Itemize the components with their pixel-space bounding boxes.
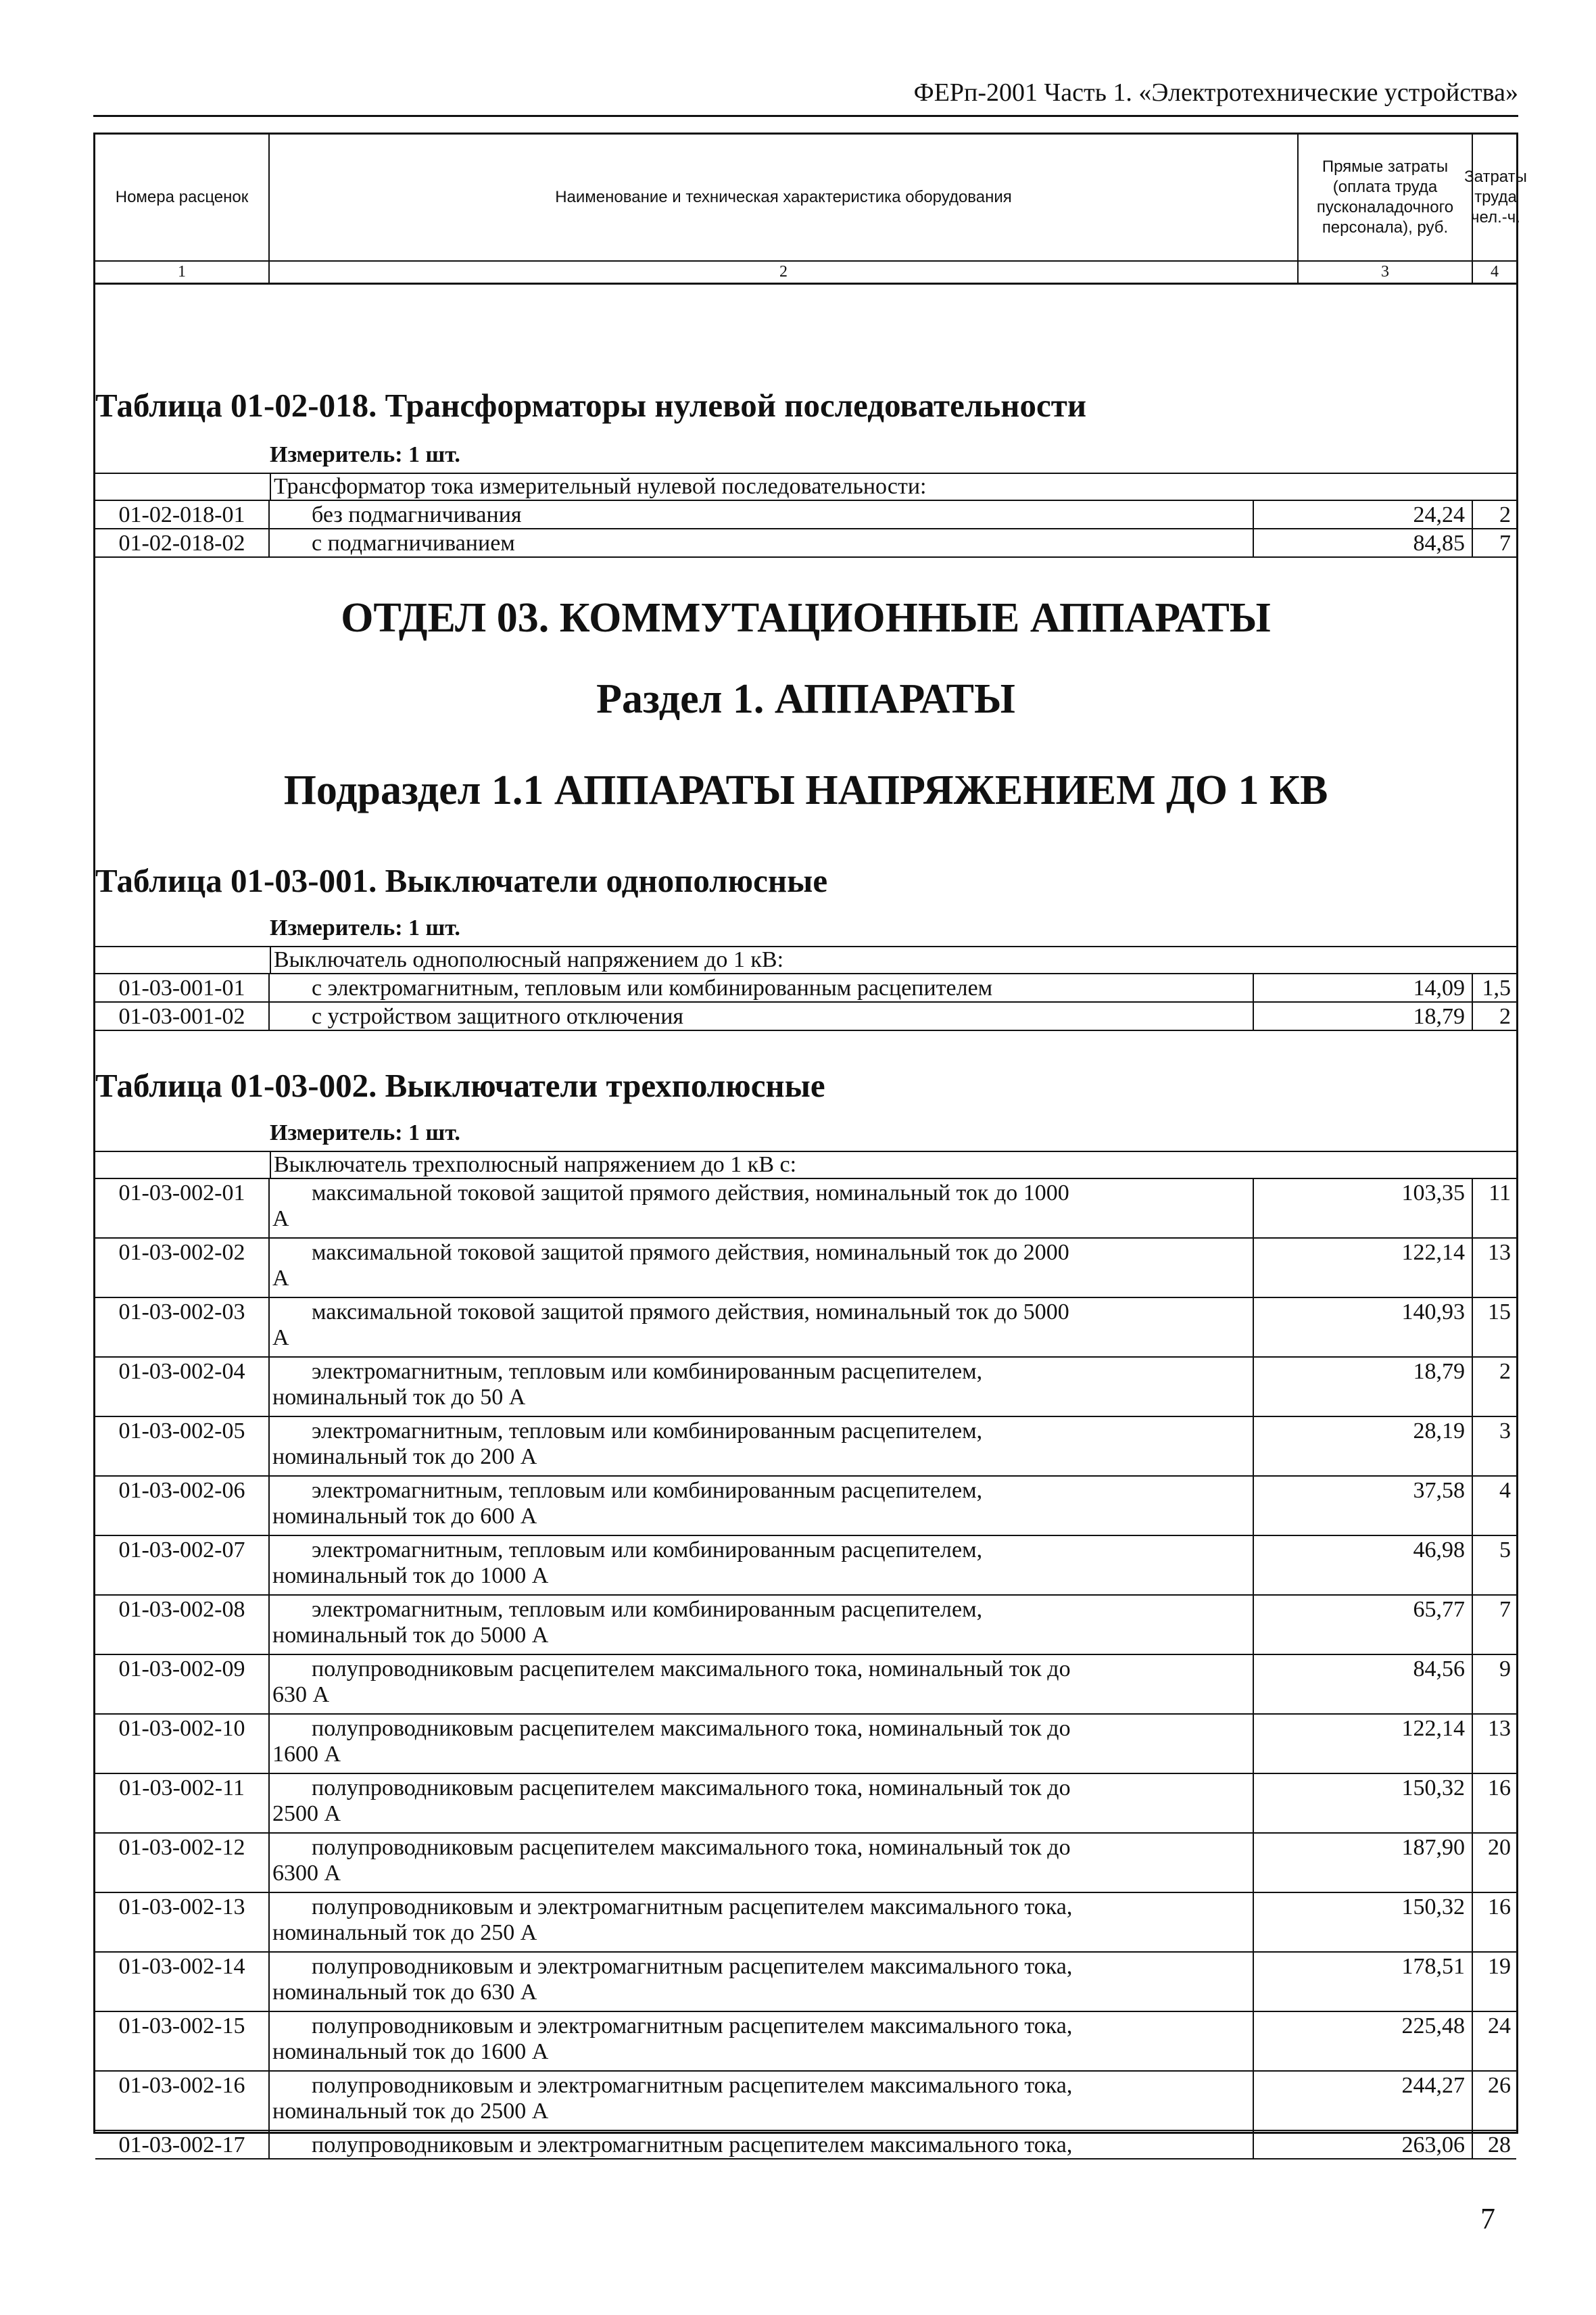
rate-name-line2: номинальный ток до 1600 А: [272, 2039, 549, 2064]
rate-name-line1: полупроводниковым и электромагнитным расцепителем максимального тока,: [312, 2132, 1073, 2157]
table-title-01-03-002: Таблица 01-03-002. Выключатели трехполюсные: [95, 1067, 825, 1104]
table-row: [95, 2072, 1516, 2131]
rate-code: 01-03-002-12: [95, 1834, 270, 1892]
table-row: [95, 1003, 1516, 1031]
rate-cost: 18,79: [1254, 1358, 1473, 1416]
table-row: [95, 2131, 1516, 2159]
table-row: [95, 1358, 1516, 1417]
col-number-2: 2: [270, 260, 1299, 283]
rate-code: 01-03-002-16: [95, 2072, 270, 2130]
rate-cost: 150,32: [1254, 1893, 1473, 1951]
rate-code: 01-03-002-10: [95, 1715, 270, 1773]
rate-name-line1: электромагнитным, тепловым или комбинированным расцепителем,: [312, 1418, 983, 1443]
rate-cost: 84,56: [1254, 1655, 1473, 1713]
rate-labor: 2: [1499, 1004, 1511, 1029]
rate-name-line2: 1600 А: [272, 1742, 341, 1767]
rate-labor: 2: [1499, 502, 1511, 527]
rate-labor: 4: [1499, 1478, 1511, 1503]
rate-labor: 13: [1488, 1716, 1511, 1741]
rate-labor: 16: [1488, 1894, 1511, 1919]
group-label-row: [95, 947, 1516, 974]
rate-cost: 103,35: [1254, 1179, 1473, 1237]
group-label: Выключатель однополюсный напряжением до 1 кВ:: [270, 947, 1516, 973]
table-row: [95, 529, 1516, 558]
rate-labor: 15: [1488, 1299, 1511, 1324]
rate-code: 01-02-018-01: [95, 501, 270, 528]
col-header-codes: Номера расценок: [95, 135, 270, 260]
rate-labor: 16: [1488, 1775, 1511, 1800]
table-title-01-02-018: Таблица 01-02-018. Трансформаторы нулевой последовательности: [95, 387, 1087, 424]
group-label-row: [95, 1152, 1516, 1179]
rate-cost: 140,93: [1254, 1298, 1473, 1356]
rate-code: 01-03-002-07: [95, 1536, 270, 1594]
table-row: [95, 1834, 1516, 1893]
rate-code: 01-03-002-05: [95, 1417, 270, 1475]
rate-labor: 20: [1488, 1835, 1511, 1860]
rate-name-line1: максимальной токовой защитой прямого действия, номинальный ток до 5000: [312, 1299, 1069, 1324]
table-row: [95, 1774, 1516, 1834]
table-row: [95, 1953, 1516, 2012]
table-01-03-002-body: [95, 1151, 1516, 2159]
rate-name-line2: А: [272, 1325, 289, 1350]
table-row: [95, 1298, 1516, 1358]
running-header: ФЕРп-2001 Часть 1. «Электротехнические устройства»: [93, 76, 1518, 117]
group-label: Трансформатор тока измерительный нулевой последовательности:: [270, 474, 1516, 500]
rate-code: 01-03-002-09: [95, 1655, 270, 1713]
table-01-03-001-body: [95, 946, 1516, 1031]
rate-code: 01-03-002-13: [95, 1893, 270, 1951]
col-header-direct-costs: Прямые затраты (оплата труда пусконаладочного персонала), руб.: [1299, 135, 1473, 260]
rates-table-frame: [93, 133, 1527, 2157]
rate-name: с электромагнитным, тепловым или комбинированным расцепителем: [312, 976, 993, 1001]
rate-name-line2: номинальный ток до 630 А: [272, 1980, 537, 2005]
rate-labor: 24: [1488, 2013, 1511, 2038]
rate-cost: 122,14: [1254, 1239, 1473, 1297]
rate-code: 01-03-001-02: [95, 1003, 270, 1030]
table-row: [95, 1536, 1516, 1596]
rate-code: 01-03-002-15: [95, 2012, 270, 2070]
rate-name-line1: максимальной токовой защитой прямого действия, номинальный ток до 1000: [312, 1180, 1069, 1206]
rate-code: 01-03-002-04: [95, 1358, 270, 1416]
rate-name-line1: электромагнитным, тепловым или комбинированным расцепителем,: [312, 1359, 983, 1384]
rate-cost: 150,32: [1254, 1774, 1473, 1832]
rate-name-line2: номинальный ток до 2500 А: [272, 2099, 549, 2124]
col-header-name: Наименование и техническая характеристика оборудования: [270, 135, 1299, 260]
measure-unit: Измеритель: 1 шт.: [270, 1120, 460, 1145]
rate-name-line2: 6300 А: [272, 1861, 341, 1886]
rate-labor: 26: [1488, 2073, 1511, 2098]
rate-code: 01-03-002-02: [95, 1239, 270, 1297]
rate-name-line1: полупроводниковым расцепителем максимального тока, номинальный ток до: [312, 1716, 1071, 1741]
subsection-heading: Подраздел 1.1 АППАРАТЫ НАПРЯЖЕНИЕМ ДО 1 КВ: [283, 767, 1328, 813]
rate-name-line1: полупроводниковым расцепителем максимального тока, номинальный ток до: [312, 1656, 1071, 1681]
rate-name-line1: полупроводниковым и электромагнитным расцепителем максимального тока,: [312, 2073, 1073, 2098]
table-row: [95, 974, 1516, 1003]
rate-cost: 28,19: [1254, 1417, 1473, 1475]
rate-cost: 14,09: [1254, 974, 1473, 1001]
rate-name-line2: номинальный ток до 5000 А: [272, 1623, 549, 1648]
rate-labor: 11: [1489, 1180, 1511, 1206]
col-header-labor: Затраты труда чел.-ч.: [1464, 168, 1527, 226]
rate-name-line2: номинальный ток до 50 А: [272, 1385, 526, 1410]
rate-code: 01-02-018-02: [95, 529, 270, 556]
rate-labor: 13: [1488, 1240, 1511, 1265]
page-number: 7: [1480, 2202, 1495, 2235]
rate-cost: 263,06: [1254, 2131, 1473, 2158]
rate-code: 01-03-002-08: [95, 1596, 270, 1654]
rate-name-line1: полупроводниковым и электромагнитным расцепителем максимального тока,: [312, 2013, 1073, 2038]
department-heading: ОТДЕЛ 03. КОММУТАЦИОННЫЕ АППАРАТЫ: [341, 595, 1271, 641]
rate-name-line2: номинальный ток до 600 А: [272, 1504, 537, 1529]
table-title-01-03-001: Таблица 01-03-001. Выключатели однополюсные: [95, 862, 828, 899]
rate-code: 01-03-002-11: [95, 1774, 270, 1832]
rate-name-line2: А: [272, 1206, 289, 1231]
rate-cost: 187,90: [1254, 1834, 1473, 1892]
table-row: [95, 1893, 1516, 1953]
rate-cost: 122,14: [1254, 1715, 1473, 1773]
rate-code: 01-03-002-06: [95, 1477, 270, 1535]
rate-labor: 28: [1488, 2132, 1511, 2157]
rate-name-line1: электромагнитным, тепловым или комбинированным расцепителем,: [312, 1537, 983, 1562]
table-row: [95, 1239, 1516, 1298]
table-row: [95, 501, 1516, 529]
rate-labor: 7: [1499, 531, 1511, 556]
table-row: [95, 1417, 1516, 1477]
rate-cost: 37,58: [1254, 1477, 1473, 1535]
rate-labor: 3: [1499, 1418, 1511, 1443]
rate-code: 01-03-002-14: [95, 1953, 270, 2011]
rate-name: без подмагничивания: [312, 502, 522, 527]
rate-name-line2: 630 А: [272, 1682, 330, 1707]
col-number-1: 1: [95, 260, 270, 283]
rate-name-line1: полупроводниковым расцепителем максимального тока, номинальный ток до: [312, 1775, 1071, 1800]
rate-name-line1: полупроводниковым и электромагнитным расцепителем максимального тока,: [312, 1894, 1073, 1919]
col-number-4: 4: [1473, 260, 1516, 283]
table-row: [95, 1596, 1516, 1655]
rate-name-line1: электромагнитным, тепловым или комбинированным расцепителем,: [312, 1597, 983, 1622]
rate-code: 01-03-001-01: [95, 974, 270, 1001]
column-header: [95, 135, 1527, 285]
rate-labor: 2: [1499, 1359, 1511, 1384]
group-label-row: [95, 474, 1516, 501]
rate-name-line2: 2500 А: [272, 1801, 341, 1826]
rate-name-line2: номинальный ток до 250 А: [272, 1920, 537, 1945]
rate-name-line1: полупроводниковым расцепителем максимального тока, номинальный ток до: [312, 1835, 1071, 1860]
table-row: [95, 1715, 1516, 1774]
table-01-02-018-body: [95, 473, 1516, 558]
rate-labor: 7: [1499, 1597, 1511, 1622]
col-number-3: 3: [1299, 260, 1473, 283]
rate-code: 01-03-002-01: [95, 1179, 270, 1237]
table-row: [95, 1179, 1516, 1239]
rate-name-line2: А: [272, 1266, 289, 1291]
rate-cost: 178,51: [1254, 1953, 1473, 2011]
rate-cost: 84,85: [1254, 529, 1473, 556]
section-heading: Раздел 1. АППАРАТЫ: [596, 676, 1015, 722]
rate-cost: 65,77: [1254, 1596, 1473, 1654]
measure-unit: Измеритель: 1 шт.: [270, 915, 460, 940]
group-label: Выключатель трехполюсный напряжением до 1 кВ с:: [270, 1152, 1516, 1178]
table-row: [95, 1477, 1516, 1536]
rate-name: с устройством защитного отключения: [312, 1004, 684, 1029]
rate-labor: 19: [1488, 1954, 1511, 1979]
rate-name-line2: номинальный ток до 1000 А: [272, 1563, 549, 1588]
rate-cost: 225,48: [1254, 2012, 1473, 2070]
rate-code: 01-03-002-17: [95, 2131, 270, 2158]
rate-name-line2: номинальный ток до 200 А: [272, 1444, 537, 1469]
rate-name: с подмагничиванием: [312, 531, 515, 556]
rate-cost: 24,24: [1254, 501, 1473, 528]
table-row: [95, 1655, 1516, 1715]
rate-labor: 1,5: [1482, 976, 1511, 1001]
rate-labor: 9: [1499, 1656, 1511, 1681]
rate-cost: 18,79: [1254, 1003, 1473, 1030]
rate-code: 01-03-002-03: [95, 1298, 270, 1356]
rate-name-line1: максимальной токовой защитой прямого действия, номинальный ток до 2000: [312, 1240, 1069, 1265]
table-row: [95, 2012, 1516, 2072]
rate-name-line1: электромагнитным, тепловым или комбинированным расцепителем,: [312, 1478, 983, 1503]
rate-cost: 244,27: [1254, 2072, 1473, 2130]
rate-name-line1: полупроводниковым и электромагнитным расцепителем максимального тока,: [312, 1954, 1073, 1979]
rate-cost: 46,98: [1254, 1536, 1473, 1594]
rate-labor: 5: [1499, 1537, 1511, 1562]
measure-unit: Измеритель: 1 шт.: [270, 442, 460, 467]
